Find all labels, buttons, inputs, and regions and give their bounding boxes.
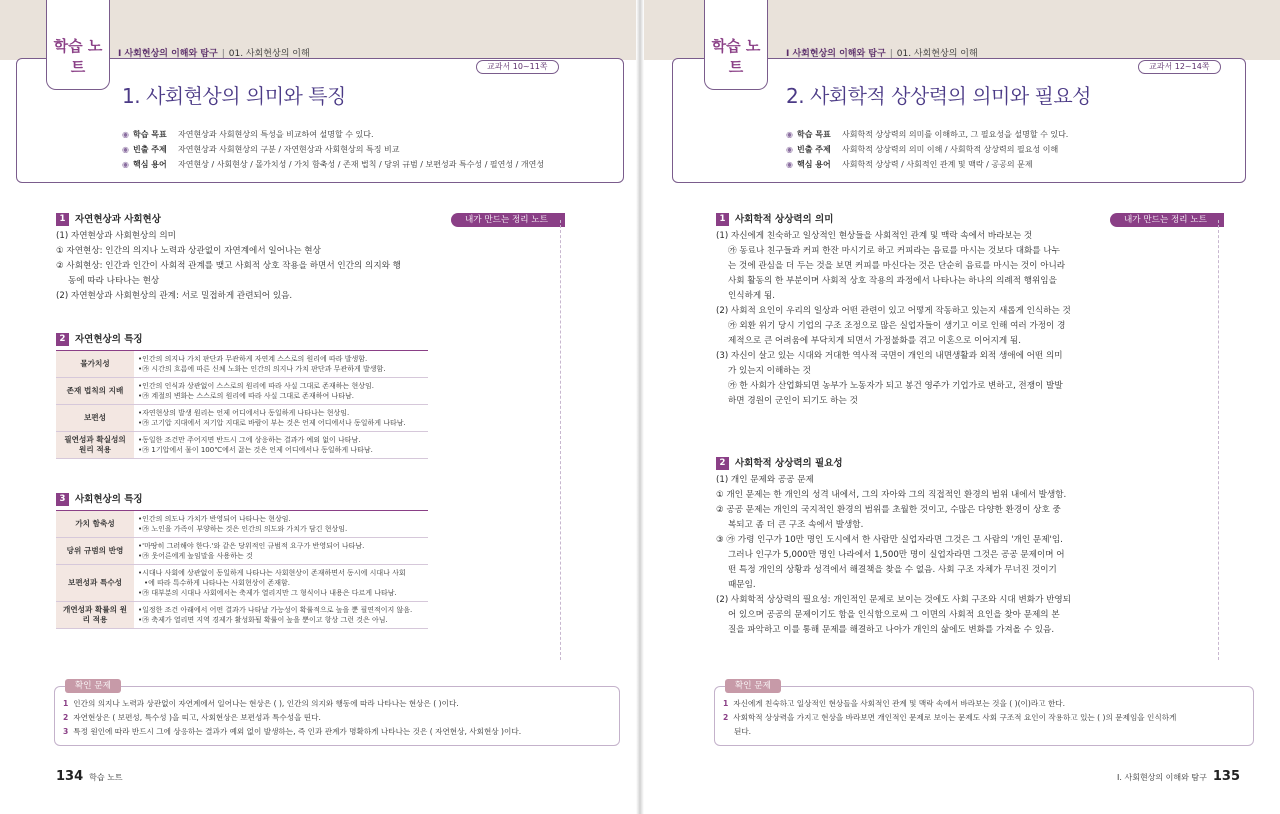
text-line: ① 자연현상: 인간의 의지나 노력과 상관없이 자연계에서 일어나는 현상 — [56, 246, 321, 256]
nature-features-table — [56, 350, 428, 459]
table-key: 보편성과 특수성 — [56, 565, 134, 602]
text-line: (2) 사회적 요인이 우리의 일상과 어떤 관련이 있고 어떻게 작동하고 있는지 새롭게 인식하는 것 — [716, 306, 1071, 316]
text-line: ② 사회현상: 인간과 인간이 사회적 관계를 맺고 사회적 상호 작용을 하면서 인간의 의지와 행 — [56, 261, 401, 271]
text-line: 제적으로 큰 어려움에 부닥치게 되면서 가정불화를 겪고 이혼으로 이어지게 됨. — [728, 336, 1021, 346]
textbook-ref-badge: 교과서 10~11쪽 — [476, 60, 559, 74]
text-line: 하면 경원이 군인이 되기도 하는 것 — [728, 396, 858, 406]
text-line: 사회 활동의 한 부분이며 사회적 상호 작용의 과정에서 나타나는 하나의 의례적 행위임을 — [728, 276, 1057, 286]
book-gutter — [636, 0, 644, 814]
textbook-ref-badge: 교과서 12~14쪽 — [1138, 60, 1221, 74]
section-heading — [716, 212, 1100, 227]
text-line: 가 있는지 이해하는 것 — [728, 366, 811, 376]
folio-label: Ⅰ. 사회현상의 이해와 탐구 — [1117, 773, 1207, 782]
section-heading — [716, 456, 1100, 471]
bullet: • 동일한 조건만 주어지면 반드시 그에 상응하는 결과가 예외 없이 나타남. — [138, 435, 424, 445]
check-questions-list — [63, 697, 611, 739]
table-row — [56, 405, 428, 432]
question-text: 사회학적 상상력을 가지고 현상을 바라보면 개인적인 문제로 보이는 문제도 사회 구조적 요인이 작용하고 있는 ( )의 문제임을 인식하게 — [733, 713, 1177, 722]
check-questions-tag: 확인 문제 — [65, 679, 121, 693]
section-title: 자연현상의 특징 — [75, 334, 143, 345]
section-3 — [56, 492, 428, 629]
section-title: 사회학적 상상력의 필요성 — [735, 458, 843, 469]
check-questions-box — [714, 681, 1254, 746]
section-title: 자연현상과 사회현상 — [75, 214, 161, 225]
check-questions-box — [54, 681, 620, 746]
goals-list — [122, 127, 544, 172]
table-row — [56, 511, 428, 538]
question-number: 2 — [63, 713, 69, 722]
goal-key: ◉ 학습 목표 — [122, 127, 178, 142]
table-row — [56, 538, 428, 565]
question-item-continued — [723, 725, 1245, 739]
text-line: (1) 자연현상과 사회현상의 의미 — [56, 231, 176, 241]
breadcrumb-chapter: 01. 사회현상의 이해 — [228, 49, 310, 59]
text-line: ② 공공 문제는 개인의 국지적인 환경의 범위를 초월한 것이고, 수많은 다양한 환경이 상호 중 — [716, 505, 1061, 515]
bullet: • ㉮ 축제가 열리면 지역 경제가 활성화될 확률이 높을 뿐이고 항상 그런 것은 아님. — [138, 615, 424, 625]
text-line: 떤 특정 개인의 상황과 성격에서 해결책을 찾을 수 없음. 사회 구조 자체가 무너진 것이기 — [728, 565, 1057, 575]
goal-key: ◉ 핵심 용어 — [786, 157, 842, 172]
bullet: • 인간의 의도나 가치가 반영되어 나타나는 현상임. — [138, 514, 424, 524]
bullet: • ㉮ 시간의 흐름에 따른 신체 노화는 인간의 의지나 가치 판단과 무관하게 발생함. — [138, 364, 424, 374]
goal-value: 사회학적 상상력의 의미 이해 / 사회학적 상상력의 필요성 이해 — [842, 145, 1059, 154]
section-2-lines — [716, 473, 1100, 638]
bullet: • ㉮ 웃어른에게 높임말을 사용하는 것 — [138, 551, 424, 561]
table-key: 가치 함축성 — [56, 511, 134, 538]
text-line: 동에 따라 나타나는 현상 — [68, 276, 160, 286]
bullet: • 자연현상의 발생 원리는 언제 어디에서나 동일하게 나타나는 현상임. — [138, 408, 424, 418]
bullet-continued: • 에 따라 특수하게 나타나는 사회현상이 존재함. — [138, 578, 424, 588]
table-key: 보편성 — [56, 405, 134, 432]
text-line: 는 것에 관심을 더 두는 것을 보면 커피를 마신다는 것은 단순히 음료를 마시는 것이 아니라 — [728, 261, 1066, 271]
page-title: 1. 사회현상의 의미와 특징 — [122, 84, 346, 108]
text-line: ㉮ 동료나 친구들과 커피 한잔 마시기로 하고 커피라는 음료를 마시는 것보다 대화를 나누 — [728, 246, 1060, 256]
question-number: 2 — [723, 713, 729, 722]
section-number: 2 — [56, 333, 69, 346]
text-line: 질을 파악하고 이를 통해 문제를 해결하고 나아가 개인의 삶에도 변화를 가져올 수 있음. — [728, 625, 1055, 635]
text-line: (2) 자연현상과 사회현상의 관계: 서로 밀접하게 관련되어 있음. — [56, 291, 293, 301]
goals-list — [786, 127, 1068, 172]
bullet: • 일정한 조건 아래에서 어떤 결과가 나타날 가능성이 확률적으로 높을 뿐 필연적이지 않음. — [138, 605, 424, 615]
goal-value: 자연현상과 사회현상의 구분 / 자연현상과 사회현상의 특징 비교 — [178, 145, 400, 154]
table-row — [56, 565, 428, 602]
text-line: ㉮ 외환 위기 당시 기업의 구조 조정으로 많은 실업자들이 생기고 이로 인해 여러 가정이 경 — [728, 321, 1066, 331]
text-line: ① 개인 문제는 한 개인의 성격 내에서, 그의 자아와 그의 직접적인 환경의 범위 내에서 발생함. — [716, 490, 1067, 500]
section-number: 1 — [56, 213, 69, 226]
folio-label: 학습 노트 — [89, 773, 123, 782]
section-number: 1 — [716, 213, 729, 226]
table-key: 개연성과 확률의 원리 적용 — [56, 602, 134, 629]
text-line: (3) 자신이 살고 있는 시대와 거대한 역사적 국면이 개인의 내면생활과 외적 생애에 어떤 의미 — [716, 351, 1063, 361]
text-line: 복되고 좀 더 큰 구조 속에서 발생함. — [728, 520, 864, 530]
table-row — [56, 351, 428, 378]
goal-row — [786, 127, 1068, 142]
goal-key: ◉ 핵심 용어 — [122, 157, 178, 172]
table-value — [134, 432, 428, 459]
goal-row — [122, 142, 544, 157]
section-title: 사회현상의 특징 — [75, 494, 143, 505]
table-value — [134, 378, 428, 405]
text-line: 인식하게 됨. — [728, 291, 775, 301]
society-features-table — [56, 510, 428, 629]
breadcrumb-chapter: 01. 사회현상의 이해 — [896, 49, 978, 59]
tab-label: 학습 노트 — [711, 37, 761, 76]
page-folio — [1111, 769, 1240, 784]
text-line: (1) 자신에게 친숙하고 일상적인 현상들을 사회적인 관계 및 맥락 속에서 바라보는 것 — [716, 231, 1033, 241]
section-1 — [56, 212, 436, 304]
right-page — [640, 0, 1280, 814]
text-line: ③ ㉮ 가령 인구가 10만 명인 도시에서 한 사람만 실업자라면 그것은 그 사람의 '개인 문제'임. — [716, 535, 1063, 545]
table-value — [134, 602, 428, 629]
bullet: • 인간의 인식과 상관없이 스스로의 원리에 따라 사실 그대로 존재하는 현상임. — [138, 381, 424, 391]
table-value — [134, 538, 428, 565]
table-key: 존재 법칙의 지배 — [56, 378, 134, 405]
question-item — [63, 711, 611, 725]
table-value — [134, 405, 428, 432]
section-2 — [56, 332, 428, 459]
goal-key: ◉ 빈출 주제 — [122, 142, 178, 157]
question-number: 1 — [723, 699, 729, 708]
question-number: 1 — [63, 699, 69, 708]
bullet: • '마땅히 그러해야 한다.'와 같은 당위적인 규범적 요구가 반영되어 나타남. — [138, 541, 424, 551]
page-folio — [56, 769, 129, 784]
question-item — [723, 697, 1245, 711]
summary-note-tag: 내가 만드는 정리 노트 — [1110, 213, 1224, 227]
question-text: 특정 원인에 따라 반드시 그에 상응하는 결과가 예외 없이 발생하는, 즉 인과 관계가 명확하게 나타나는 것은 ( 자연현상, 사회현상 )이다. — [73, 727, 522, 736]
table-key: 당위 규범의 반영 — [56, 538, 134, 565]
section-number: 2 — [716, 457, 729, 470]
table-row — [56, 432, 428, 459]
section-number: 3 — [56, 493, 69, 506]
breadcrumb-unit: Ⅰ 사회현상의 이해와 탐구 — [118, 49, 218, 59]
check-questions-tag: 확인 문제 — [725, 679, 781, 693]
section-heading — [56, 492, 428, 507]
goal-value: 자연현상과 사회현상의 특성을 비교하여 설명할 수 있다. — [178, 130, 374, 139]
table-key: 필연성과 확실성의 원리 적용 — [56, 432, 134, 459]
check-questions-list — [723, 697, 1245, 739]
question-text: 된다. — [734, 727, 752, 736]
study-note-tab — [46, 0, 110, 90]
page-number: 134 — [56, 769, 84, 784]
breadcrumb-unit: Ⅰ 사회현상의 이해와 탐구 — [786, 49, 886, 59]
section-1-lines — [716, 229, 1100, 409]
bullet: • 시대나 사회에 상관없이 동일하게 나타나는 사회현상이 존재하면서 동시에 시대나 사회 — [138, 568, 424, 578]
goal-row — [122, 157, 544, 172]
table-row — [56, 378, 428, 405]
breadcrumb: Ⅰ 사회현상의 이해와 탐구 | 01. 사회현상의 이해 — [786, 49, 978, 59]
text-line: (1) 개인 문제와 공공 문제 — [716, 475, 814, 485]
text-line: 그러나 인구가 5,000만 명인 나라에서 1,500만 명이 실업자라면 그것은 공공 문제이며 어 — [728, 550, 1065, 560]
section-heading — [56, 332, 428, 347]
page-number: 135 — [1212, 769, 1240, 784]
text-line: (2) 사회학적 상상력의 필요성: 개인적인 문제로 보이는 것에도 사회 구조와 시대 변화가 반영되 — [716, 595, 1072, 605]
goal-row — [786, 142, 1068, 157]
goal-value: 자연현상 / 사회현상 / 몰가치성 / 가치 함축성 / 존재 법칙 / 당위 규범 / 보편성과 특수성 / 필연성 / 개연성 — [178, 160, 545, 169]
section-2 — [716, 456, 1100, 638]
bullet: • ㉮ 계절의 변화는 스스로의 원리에 따라 사실 그대로 존재하여 나타남. — [138, 391, 424, 401]
question-text: 인간의 의지나 노력과 상관없이 자연계에서 일어나는 현상은 ( ), 인간의 의지와 행동에 따라 나타나는 현상은 ( )이다. — [73, 699, 459, 708]
question-text: 자연현상은 ( 보편성, 특수성 )을 띠고, 사회현상은 보편성과 특수성을 띤다. — [73, 713, 321, 722]
table-row — [56, 602, 428, 629]
goal-row — [786, 157, 1068, 172]
study-note-tab — [704, 0, 768, 90]
note-column-rule — [560, 220, 561, 660]
goal-value: 사회학적 상상력의 의미를 이해하고, 그 필요성을 설명할 수 있다. — [842, 130, 1069, 139]
bullet: • ㉮ 노인을 가족이 부양하는 것은 인간의 의도와 가치가 담긴 현상임. — [138, 524, 424, 534]
text-line: 때문임. — [728, 580, 756, 590]
question-number: 3 — [63, 727, 69, 736]
bullet: • 인간의 의지나 가치 판단과 무관하게 자연계 스스로의 원리에 따라 발생함. — [138, 354, 424, 364]
note-column-rule — [1218, 220, 1219, 660]
tab-label: 학습 노트 — [53, 37, 103, 76]
text-line: ㉮ 한 사회가 산업화되면 농부가 노동자가 되고 봉건 영주가 기업가로 변하고, 전쟁이 발발 — [728, 381, 1063, 391]
goal-row — [122, 127, 544, 142]
goal-key: ◉ 빈출 주제 — [786, 142, 842, 157]
breadcrumb: Ⅰ 사회현상의 이해와 탐구 | 01. 사회현상의 이해 — [118, 49, 310, 59]
question-item — [63, 725, 611, 739]
section-heading — [56, 212, 436, 227]
table-key: 몰가치성 — [56, 351, 134, 378]
table-value — [134, 351, 428, 378]
page-title: 2. 사회학적 상상력의 의미와 필요성 — [786, 84, 1091, 108]
question-item — [723, 711, 1245, 725]
section-1 — [716, 212, 1100, 409]
goal-key: ◉ 학습 목표 — [786, 127, 842, 142]
goal-value: 사회학적 상상력 / 사회적인 관계 및 맥락 / 공공의 문제 — [842, 160, 1033, 169]
section-title: 사회학적 상상력의 의미 — [735, 214, 834, 225]
question-item — [63, 697, 611, 711]
question-text: 자신에게 친숙하고 일상적인 현상들을 사회적인 관계 및 맥락 속에서 바라보는 것을 ( )(이)라고 한다. — [733, 699, 1066, 708]
bullet: • ㉮ 대부분의 시대나 사회에서는 축제가 열리지만 그 형식이나 내용은 다르게 나타남. — [138, 588, 424, 598]
table-value — [134, 565, 428, 602]
summary-note-tag: 내가 만드는 정리 노트 — [451, 213, 565, 227]
table-value — [134, 511, 428, 538]
bullet: • ㉮ 1기압에서 물이 100℃에서 끓는 것은 언제 어디에서나 동일하게 나타남. — [138, 445, 424, 455]
text-line: 어 있으며 공공의 문제이기도 함을 인식함으로써 그 이면의 사회적 요인을 찾아 문제의 본 — [728, 610, 1060, 620]
bullet: • ㉮ 고기압 지대에서 저기압 지대로 바람이 부는 것은 언제 어디에서나 동일하게 나타남. — [138, 418, 424, 428]
